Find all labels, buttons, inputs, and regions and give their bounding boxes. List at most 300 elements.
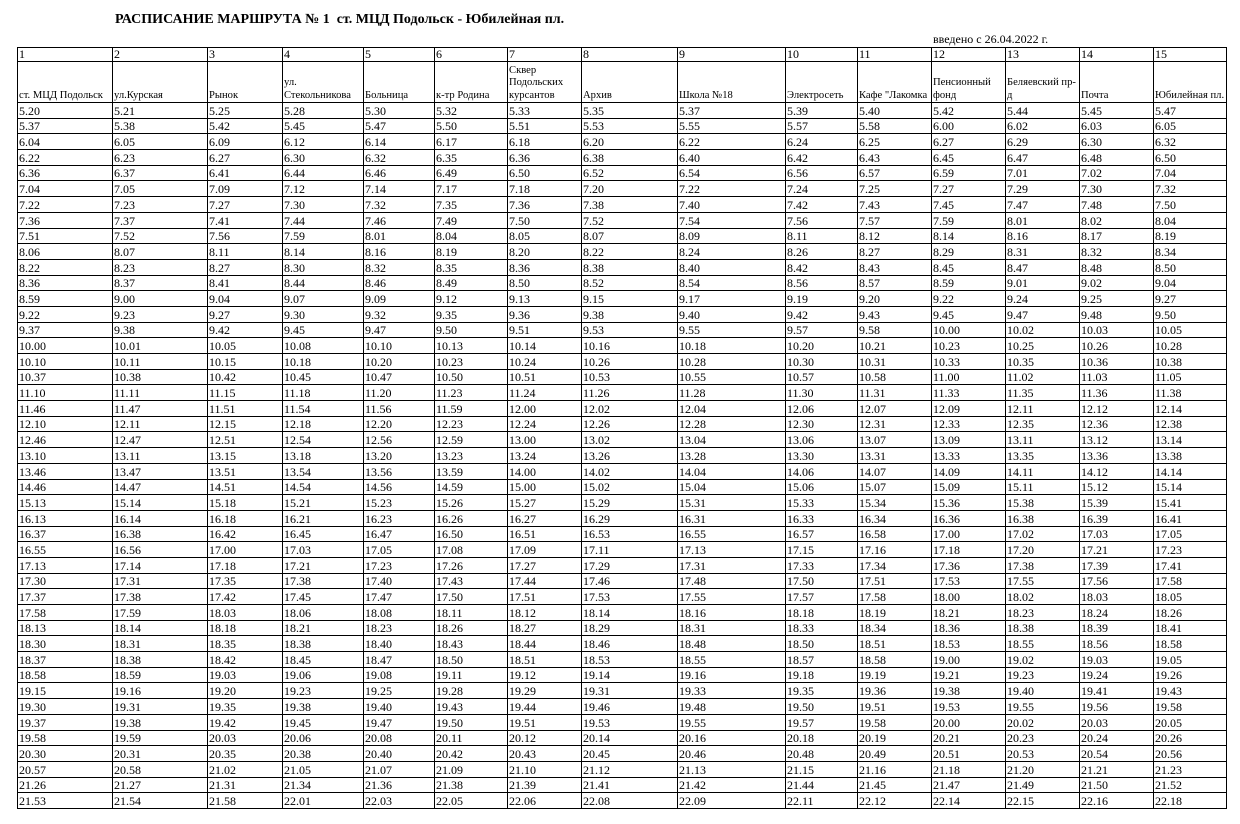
departure-time: 10.10 [18,354,113,370]
stop-name-line: ст. МЦД Подольск [19,89,103,101]
departure-time: 5.55 [678,118,786,134]
departure-time: 10.03 [1080,322,1154,338]
departure-time: 17.16 [858,542,932,558]
departure-time: 16.50 [435,526,508,542]
stop-name-line: Почта [1081,89,1109,101]
departure-time: 15.13 [18,495,113,511]
departure-time: 19.43 [435,699,508,715]
departure-time: 9.36 [508,306,582,322]
departure-time: 17.58 [18,605,113,621]
departure-time: 19.11 [435,667,508,683]
trip-row [18,761,1227,777]
stop-number: 5 [364,48,435,62]
departure-time: 18.06 [283,605,364,621]
departure-time: 18.55 [1006,636,1080,652]
departure-time: 22.09 [678,793,786,809]
departure-time: 8.01 [364,228,435,244]
departure-time: 17.21 [283,557,364,573]
departure-time: 7.45 [932,197,1006,213]
trip-row [18,401,1227,417]
departure-time: 15.02 [582,479,678,495]
departure-time: 22.08 [582,793,678,809]
departure-time: 12.14 [1154,401,1227,417]
stop-name [435,62,508,103]
departure-time: 21.20 [1006,761,1080,777]
departure-time: 17.38 [1006,557,1080,573]
departure-time: 19.53 [932,699,1006,715]
departure-time: 19.23 [1006,667,1080,683]
departure-time: 15.09 [932,479,1006,495]
departure-time: 13.38 [1154,448,1227,464]
departure-time: 6.42 [786,150,858,166]
departure-time: 17.05 [1154,526,1227,542]
departure-time: 8.02 [1080,212,1154,228]
departure-time: 19.16 [678,667,786,683]
departure-time: 5.32 [435,103,508,119]
departure-time: 20.46 [678,746,786,762]
departure-time: 7.17 [435,181,508,197]
departure-time: 11.59 [435,401,508,417]
departure-time: 12.24 [508,416,582,432]
departure-time: 7.14 [364,181,435,197]
trip-row [18,573,1227,589]
departure-time: 9.09 [364,291,435,307]
departure-time: 17.47 [364,589,435,605]
departure-time: 19.50 [435,714,508,730]
departure-time: 6.03 [1080,118,1154,134]
departure-time: 6.20 [582,134,678,150]
stop-name-line: Кафе "Лакомка [859,89,928,101]
trip-row [18,495,1227,511]
departure-time: 9.43 [858,306,932,322]
departure-time: 8.36 [18,275,113,291]
departure-time: 6.56 [786,165,858,181]
departure-time: 7.04 [18,181,113,197]
stop-name-line: ул. [284,77,297,89]
departure-time: 6.47 [1006,150,1080,166]
departure-time: 18.56 [1080,636,1154,652]
departure-time: 16.45 [283,526,364,542]
trip-row [18,306,1227,322]
departure-time: 9.38 [113,322,208,338]
departure-time: 19.58 [858,714,932,730]
departure-time: 17.48 [678,573,786,589]
departure-time: 9.01 [1006,275,1080,291]
departure-time: 5.28 [283,103,364,119]
stop-name-line: Школа №18 [679,89,733,101]
departure-time: 6.17 [435,134,508,150]
departure-time: 11.02 [1006,369,1080,385]
departure-time: 13.47 [113,463,208,479]
departure-time: 11.36 [1080,385,1154,401]
departure-time: 19.15 [18,683,113,699]
departure-time: 15.29 [582,495,678,511]
departure-time: 7.22 [18,197,113,213]
departure-time: 9.27 [208,306,283,322]
departure-time: 21.31 [208,777,283,793]
departure-time: 22.15 [1006,793,1080,809]
departure-time: 13.06 [786,432,858,448]
departure-time: 10.47 [364,369,435,385]
departure-time: 19.42 [208,714,283,730]
departure-time: 10.16 [582,338,678,354]
departure-time: 8.44 [283,275,364,291]
departure-time: 11.15 [208,385,283,401]
departure-time: 18.38 [283,636,364,652]
departure-time: 8.37 [113,275,208,291]
departure-time: 17.43 [435,573,508,589]
departure-time: 10.33 [932,354,1006,370]
departure-time: 16.55 [18,542,113,558]
departure-time: 15.33 [786,495,858,511]
departure-time: 16.37 [18,526,113,542]
departure-time: 18.27 [508,620,582,636]
departure-time: 7.23 [113,197,208,213]
departure-time: 8.42 [786,259,858,275]
stop-name [1006,62,1080,103]
departure-time: 12.33 [932,416,1006,432]
trip-row [18,526,1227,542]
departure-time: 7.52 [113,228,208,244]
departure-time: 18.29 [582,620,678,636]
departure-time: 21.49 [1006,777,1080,793]
stop-name [508,62,582,103]
departure-time: 21.41 [582,777,678,793]
departure-time: 8.59 [18,291,113,307]
departure-time: 8.11 [208,244,283,260]
departure-time: 7.29 [1006,181,1080,197]
departure-time: 7.49 [435,212,508,228]
departure-time: 7.40 [678,197,786,213]
departure-time: 21.10 [508,761,582,777]
departure-time: 21.15 [786,761,858,777]
departure-time: 12.12 [1080,401,1154,417]
departure-time: 18.38 [113,652,208,668]
departure-time: 18.18 [786,605,858,621]
departure-time: 10.05 [1154,322,1227,338]
departure-time: 8.07 [113,244,208,260]
departure-time: 5.20 [18,103,113,119]
departure-time: 13.46 [18,463,113,479]
departure-time: 17.56 [1080,573,1154,589]
departure-time: 9.15 [582,291,678,307]
departure-time: 14.07 [858,463,932,479]
departure-time: 19.20 [208,683,283,699]
departure-time: 9.53 [582,322,678,338]
departure-time: 9.13 [508,291,582,307]
trip-row [18,103,1227,119]
departure-time: 21.54 [113,793,208,809]
trip-row [18,369,1227,385]
departure-time: 18.31 [678,620,786,636]
departure-time: 6.40 [678,150,786,166]
departure-time: 10.10 [364,338,435,354]
departure-time: 6.38 [582,150,678,166]
departure-time: 17.15 [786,542,858,558]
departure-time: 15.00 [508,479,582,495]
stop-number: 4 [283,48,364,62]
departure-time: 19.08 [364,667,435,683]
departure-time: 16.47 [364,526,435,542]
departure-time: 8.32 [364,259,435,275]
departure-time: 19.38 [113,714,208,730]
departure-time: 5.38 [113,118,208,134]
departure-time: 14.02 [582,463,678,479]
departure-time: 19.56 [1080,699,1154,715]
departure-time: 12.54 [283,432,364,448]
departure-time: 8.17 [1080,228,1154,244]
departure-time: 17.38 [283,573,364,589]
departure-time: 7.18 [508,181,582,197]
departure-time: 10.18 [283,354,364,370]
departure-time: 13.14 [1154,432,1227,448]
departure-time: 8.47 [1006,259,1080,275]
departure-time: 19.31 [113,699,208,715]
departure-time: 19.47 [364,714,435,730]
departure-time: 15.27 [508,495,582,511]
trip-row [18,683,1227,699]
trip-row [18,259,1227,275]
departure-time: 11.33 [932,385,1006,401]
departure-time: 20.57 [18,761,113,777]
departure-time: 21.27 [113,777,208,793]
departure-time: 7.09 [208,181,283,197]
stop-name-line: Юбилейная пл. [1155,89,1225,101]
departure-time: 12.11 [1006,401,1080,417]
departure-time: 13.00 [508,432,582,448]
departure-time: 9.04 [208,291,283,307]
departure-time: 14.51 [208,479,283,495]
departure-time: 19.23 [283,683,364,699]
departure-time: 6.29 [1006,134,1080,150]
departure-time: 10.20 [786,338,858,354]
departure-time: 13.54 [283,463,364,479]
departure-time: 19.16 [113,683,208,699]
departure-time: 16.57 [786,526,858,542]
departure-time: 6.32 [1154,134,1227,150]
page-title: РАСПИСАНИЕ МАРШРУТА № 1 ст. МЦД Подольск - Юбилейная пл. [115,12,565,27]
departure-time: 16.42 [208,526,283,542]
departure-time: 15.06 [786,479,858,495]
departure-time: 16.26 [435,510,508,526]
departure-time: 6.59 [932,165,1006,181]
schedule-table [17,47,1227,809]
departure-time: 11.56 [364,401,435,417]
departure-time: 6.36 [508,150,582,166]
departure-time: 7.59 [283,228,364,244]
stop-name [858,62,932,103]
departure-time: 8.12 [858,228,932,244]
departure-time: 7.50 [1154,197,1227,213]
departure-time: 8.50 [508,275,582,291]
departure-time: 17.14 [113,557,208,573]
stop-number-row [18,48,1227,62]
departure-time: 9.30 [283,306,364,322]
departure-time: 21.38 [435,777,508,793]
departure-time: 5.33 [508,103,582,119]
departure-time: 9.12 [435,291,508,307]
departure-time: 16.29 [582,510,678,526]
departure-time: 10.26 [582,354,678,370]
departure-time: 9.25 [1080,291,1154,307]
departure-time: 21.16 [858,761,932,777]
departure-time: 5.37 [18,118,113,134]
schedule-body [18,48,1227,809]
departure-time: 7.36 [18,212,113,228]
departure-time: 19.51 [508,714,582,730]
departure-time: 12.23 [435,416,508,432]
departure-time: 5.21 [113,103,208,119]
stop-name [1080,62,1154,103]
departure-time: 7.54 [678,212,786,228]
departure-time: 19.05 [1154,652,1227,668]
departure-time: 21.47 [932,777,1006,793]
departure-time: 18.12 [508,605,582,621]
stop-name [932,62,1006,103]
departure-time: 21.50 [1080,777,1154,793]
departure-time: 18.21 [932,605,1006,621]
departure-time: 9.48 [1080,306,1154,322]
departure-time: 12.02 [582,401,678,417]
departure-time: 7.46 [364,212,435,228]
trip-row [18,777,1227,793]
departure-time: 18.00 [932,589,1006,605]
departure-time: 20.38 [283,746,364,762]
departure-time: 17.08 [435,542,508,558]
departure-time: 8.19 [1154,228,1227,244]
trip-row [18,134,1227,150]
departure-time: 16.41 [1154,510,1227,526]
trip-row [18,416,1227,432]
departure-time: 6.24 [786,134,858,150]
departure-time: 8.04 [435,228,508,244]
departure-time: 18.24 [1080,605,1154,621]
departure-time: 11.31 [858,385,932,401]
trip-row [18,714,1227,730]
departure-time: 13.09 [932,432,1006,448]
departure-time: 8.59 [932,275,1006,291]
departure-time: 21.52 [1154,777,1227,793]
departure-time: 19.03 [1080,652,1154,668]
departure-time: 14.47 [113,479,208,495]
departure-time: 9.40 [678,306,786,322]
departure-time: 17.35 [208,573,283,589]
departure-time: 17.30 [18,573,113,589]
trip-row [18,636,1227,652]
departure-time: 18.50 [786,636,858,652]
departure-time: 8.06 [18,244,113,260]
departure-time: 8.57 [858,275,932,291]
departure-time: 20.42 [435,746,508,762]
departure-time: 5.57 [786,118,858,134]
departure-time: 20.03 [1080,714,1154,730]
departure-time: 5.45 [283,118,364,134]
departure-time: 18.11 [435,605,508,621]
departure-time: 7.25 [858,181,932,197]
departure-time: 12.20 [364,416,435,432]
departure-time: 6.18 [508,134,582,150]
trip-row [18,479,1227,495]
departure-time: 6.43 [858,150,932,166]
trip-row [18,667,1227,683]
stop-name [364,62,435,103]
departure-time: 12.36 [1080,416,1154,432]
departure-time: 7.32 [364,197,435,213]
departure-time: 18.05 [1154,589,1227,605]
departure-time: 8.04 [1154,212,1227,228]
departure-time: 7.02 [1080,165,1154,181]
departure-time: 17.27 [508,557,582,573]
departure-time: 17.34 [858,557,932,573]
stop-name-line: Электросеть [787,89,844,101]
departure-time: 19.45 [283,714,364,730]
departure-time: 9.07 [283,291,364,307]
departure-time: 21.13 [678,761,786,777]
departure-time: 7.52 [582,212,678,228]
departure-time: 11.05 [1154,369,1227,385]
departure-time: 17.33 [786,557,858,573]
departure-time: 20.35 [208,746,283,762]
departure-time: 16.53 [582,526,678,542]
departure-time: 6.46 [364,165,435,181]
departure-time: 15.11 [1006,479,1080,495]
departure-time: 8.36 [508,259,582,275]
departure-time: 6.37 [113,165,208,181]
departure-time: 12.06 [786,401,858,417]
departure-time: 8.01 [1006,212,1080,228]
departure-time: 18.33 [786,620,858,636]
departure-time: 18.53 [932,636,1006,652]
departure-time: 18.37 [18,652,113,668]
departure-time: 6.52 [582,165,678,181]
departure-time: 8.30 [283,259,364,275]
departure-time: 18.39 [1080,620,1154,636]
departure-time: 14.14 [1154,463,1227,479]
departure-time: 18.58 [18,667,113,683]
departure-time: 16.14 [113,510,208,526]
departure-time: 8.50 [1154,259,1227,275]
departure-time: 6.49 [435,165,508,181]
departure-time: 6.27 [208,150,283,166]
departure-time: 5.42 [208,118,283,134]
departure-time: 17.03 [283,542,364,558]
departure-time: 6.05 [113,134,208,150]
departure-time: 9.50 [435,322,508,338]
departure-time: 19.53 [582,714,678,730]
departure-time: 11.11 [113,385,208,401]
departure-time: 10.00 [18,338,113,354]
departure-time: 18.35 [208,636,283,652]
departure-time: 18.26 [1154,605,1227,621]
departure-time: 21.44 [786,777,858,793]
trip-row [18,730,1227,746]
departure-time: 15.21 [283,495,364,511]
departure-time: 5.30 [364,103,435,119]
departure-time: 10.21 [858,338,932,354]
departure-time: 17.09 [508,542,582,558]
departure-time: 17.58 [858,589,932,605]
departure-time: 8.49 [435,275,508,291]
departure-time: 12.46 [18,432,113,448]
departure-time: 18.31 [113,636,208,652]
departure-time: 20.03 [208,730,283,746]
trip-row [18,354,1227,370]
departure-time: 7.36 [508,197,582,213]
departure-time: 12.38 [1154,416,1227,432]
departure-time: 11.46 [18,401,113,417]
departure-time: 14.06 [786,463,858,479]
departure-time: 15.18 [208,495,283,511]
